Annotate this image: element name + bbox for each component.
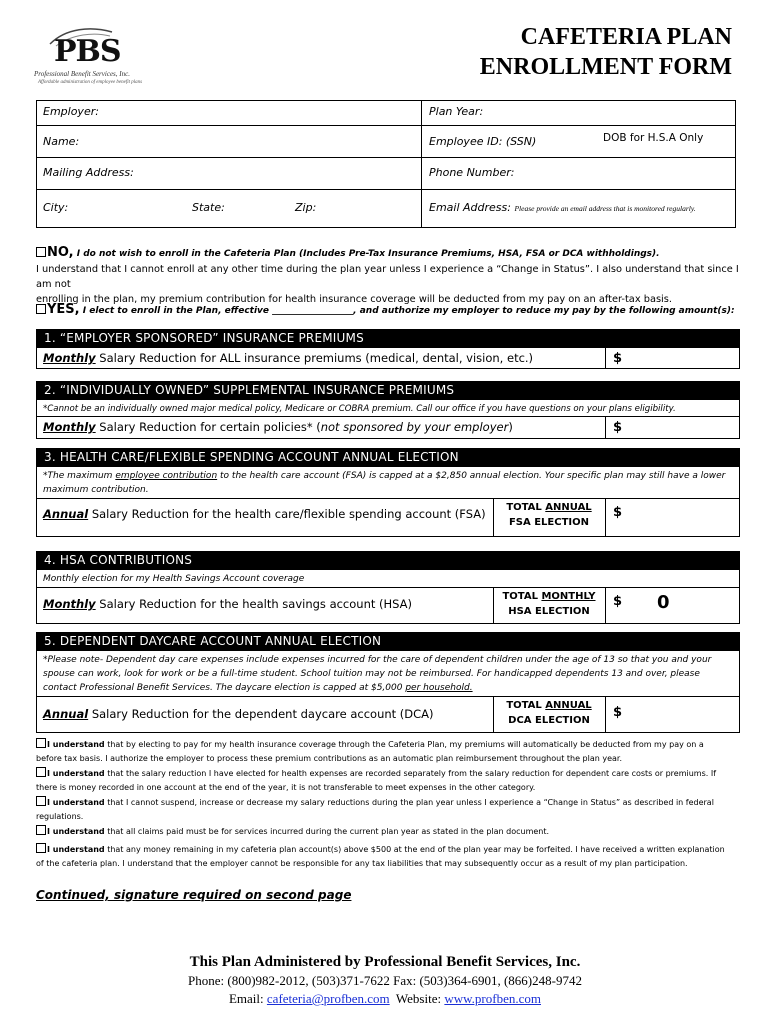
ack-5-text: that any money remaining in my cafeteria plan account(s) above $500 at the end of the plan year may be forfeited. I have received a written explanation (104, 845, 725, 854)
info-row (37, 158, 735, 190)
state-field[interactable]: State: (192, 201, 225, 214)
section-2-description-italic: not sponsored by your employer (320, 420, 509, 434)
email-address-note: Please provide an email address that is monitored regularly. (514, 204, 696, 213)
yes-option-text: I elect to enroll in the Plan, effective __________________, and authorize my employer to reduce my pay by the following amount(s): (79, 306, 735, 316)
section-4-total-u: MONTHLY (541, 591, 596, 602)
section-5-total-a: TOTAL (506, 700, 546, 711)
no-option-para-line: enrolling in the plan, my premium contribution for health insurance coverage will be deducted from my pay on an after-tax basis. (36, 294, 672, 305)
footer-phone-fax: Phone: (800)982-2012, (503)371-7622 Fax: (503)364-6901, (866)248-9742 (188, 973, 582, 988)
email-address-label: Email Address: (429, 201, 511, 214)
section-1-line (43, 351, 533, 365)
section-3-header: 3. HEALTH CARE/FLEXIBLE SPENDING ACCOUNT ANNUAL ELECTION (36, 448, 740, 467)
section-3-note-underlined: employee contribution (115, 471, 218, 481)
section-5-note-line: *Please note- Dependent day care expenses include expenses incurred for the care of dependent children under the age of 13 so that you and your (43, 655, 712, 665)
section-5-description: Salary Reduction for the dependent daycare account (DCA) (88, 707, 434, 721)
section-3-line (43, 507, 486, 521)
logo-tagline: Affordable administration of employee benefit plans (38, 80, 143, 85)
acknowledgement-4[interactable] (36, 825, 740, 839)
section-3-dollar: $ (613, 505, 623, 520)
yes-option-label: YES, (47, 302, 80, 317)
section-5-total-b: DCA ELECTION (508, 715, 590, 726)
section-3-description: Salary Reduction for the health care/flexible spending account (FSA) (88, 507, 486, 521)
section-3-note-b: to the health care account (FSA) is capped at a $2,850 annual election. Your specific plan may still have a lower (217, 471, 726, 481)
section-2-note: *Cannot be an individually owned major medical policy, Medicare or COBRA premium. Call our office if you have questions on your plans eligibility. (43, 404, 676, 414)
dob-field[interactable]: DOB for H.S.A Only (603, 132, 704, 144)
ack-1-bold: I understand (47, 740, 105, 749)
section-4-total-label (493, 589, 605, 619)
employer-field[interactable]: Employer: (43, 105, 99, 118)
acknowledgement-5[interactable] (36, 843, 740, 871)
section-1-box (36, 348, 740, 369)
acknowledgement-2[interactable] (36, 767, 740, 795)
no-option-label: NO, (47, 245, 74, 260)
section-4-line (43, 597, 412, 611)
continued-note: Continued, signature required on second page (36, 888, 352, 902)
form-title-line1: CAFETERIA PLAN (520, 24, 732, 50)
footer-email-label: Email: (228, 991, 267, 1006)
ack-1-checkbox[interactable] (36, 738, 46, 748)
section-1-header: 1. “EMPLOYER SPONSORED” INSURANCE PREMIUMS (36, 329, 740, 348)
section-5-frequency: Annual (43, 707, 89, 721)
section-3-note-c: maximum contribution. (43, 485, 149, 495)
section-5-total-label (493, 698, 605, 728)
ack-2-text: that the salary reduction I have elected for health expenses are recorded separately from the salary reduction for dependent care costs or premiums. If (104, 769, 717, 778)
hsa-amount-value[interactable]: 0 (657, 592, 670, 613)
email-address-field[interactable] (429, 201, 696, 214)
section-2-description-end: ) (508, 420, 513, 434)
footer-administrator: This Plan Administered by Professional Benefit Services, Inc. (189, 954, 581, 970)
section-5-note-underlined: per household. (405, 683, 473, 693)
section-5-note (37, 651, 739, 697)
mailing-address-field[interactable]: Mailing Address: (43, 166, 134, 179)
section-3-frequency: Annual (43, 507, 89, 521)
ack-1-text: that by electing to pay for my health insurance coverage through the Cafeteria Plan, my premiums will automatically be deducted from my pay on a (104, 740, 704, 749)
section-3-box (36, 467, 740, 537)
ack-5-checkbox[interactable] (36, 843, 46, 853)
section-3-amount-cell[interactable] (605, 498, 606, 536)
section-4-total-a: TOTAL (502, 591, 542, 602)
section-5-total-u: ANNUAL (545, 700, 592, 711)
form-title-line2: ENROLLMENT FORM (479, 54, 732, 80)
employee-id-field[interactable]: Employee ID: (SSN) (429, 135, 537, 148)
section-3-total-b: FSA ELECTION (508, 517, 590, 528)
section-4-description: Salary Reduction for the health savings account (HSA) (95, 597, 413, 611)
section-1-dollar: $ (613, 351, 623, 366)
zip-field[interactable]: Zip: (295, 201, 317, 214)
section-4-total-b: HSA ELECTION (508, 606, 590, 617)
city-field[interactable]: City: (43, 201, 69, 214)
footer-email-link[interactable]: cafeteria@profben.com (266, 991, 390, 1006)
ack-2-text-cont: there is money recorded in one account at the end of the year, it is not transferable to meet expenses in the other category. (36, 783, 536, 792)
logo-company-name: Professional Benefit Services, Inc. (34, 70, 130, 78)
section-2-dollar: $ (613, 420, 623, 435)
section-3-divider (37, 498, 739, 499)
section-4-header: 4. HSA CONTRIBUTIONS (36, 551, 740, 570)
company-logo (28, 18, 143, 93)
logo-letters: PBS (54, 34, 121, 69)
footer (0, 952, 770, 1008)
acknowledgement-1[interactable] (36, 738, 740, 766)
ack-4-checkbox[interactable] (36, 825, 46, 835)
ack-2-checkbox[interactable] (36, 767, 46, 777)
section-4-divider (37, 587, 739, 588)
section-5-dollar: $ (613, 705, 623, 720)
section-3-note-a: *The maximum (43, 471, 116, 481)
ack-4-text: that all claims paid must be for services incurred during the current plan year as stated in the plan document. (104, 827, 550, 836)
section-3-total-a: TOTAL (506, 502, 546, 513)
info-column-divider (421, 101, 422, 227)
section-5-amount-cell[interactable] (605, 696, 606, 732)
section-2-header: 2. “INDIVIDUALLY OWNED” SUPPLEMENTAL INSURANCE PREMIUMS (36, 381, 740, 400)
section-2-amount-cell[interactable] (605, 416, 606, 438)
no-option-explanation (36, 262, 746, 307)
section-5-note-line: contact Professional Benefit Services. The daycare election is capped at $5,000 (43, 683, 406, 693)
ack-3-text: that I cannot suspend, increase or decrease my salary reductions during the plan year unless I experience a “Change in Status” as described in federal (104, 798, 714, 807)
section-1-description: Salary Reduction for ALL insurance premiums (medical, dental, vision, etc.) (95, 351, 534, 365)
footer-website-link[interactable]: www.profben.com (444, 991, 541, 1006)
yes-checkbox[interactable] (36, 304, 46, 314)
section-2-description: Salary Reduction for certain policies* ( (95, 420, 321, 434)
section-3-note (37, 467, 739, 499)
section-4-note: Monthly election for my Health Savings Account coverage (43, 574, 305, 584)
section-5-header: 5. DEPENDENT DAYCARE ACCOUNT ANNUAL ELECTION (36, 632, 740, 651)
section-2-divider (37, 416, 739, 417)
name-field[interactable]: Name: (43, 135, 80, 148)
no-option[interactable] (36, 245, 660, 260)
section-2-frequency: Monthly (43, 420, 96, 434)
employee-info-table (36, 100, 736, 228)
ack-5-bold: I understand (47, 845, 105, 854)
section-2-line (43, 420, 513, 434)
section-4-dollar: $ (613, 594, 623, 609)
no-option-para-line: I understand that I cannot enroll at any other time during the plan year unless I experience a “Change in Status”. I also understand that since I am not (36, 264, 739, 290)
acknowledgement-3[interactable] (36, 796, 740, 824)
section-3-total-u: ANNUAL (545, 502, 592, 513)
section-5-divider (37, 696, 739, 697)
ack-1-text-cont: before tax basis. I authorize the employer to process these premium contributions as an automatic plan reimbursement throughout the plan year. (36, 754, 623, 763)
section-5-line (43, 707, 434, 721)
ack-3-bold: I understand (47, 798, 105, 807)
plan-year-field[interactable]: Plan Year: (429, 105, 484, 118)
ack-2-bold: I understand (47, 769, 105, 778)
section-5-note-line: spouse can work, look for work or be a full-time student. School tuition may not be reimbursed. For handicapped dependents 13 and over, please (43, 669, 700, 679)
ack-5-text-cont: of the cafeteria plan. I understand that the employer cannot be responsible for any tax liabilities that may subsequently occur as a result of my plan participation. (36, 859, 688, 868)
no-option-text: I do not wish to enroll in the Cafeteria Plan (Includes Pre-Tax Insurance Premiums, HSA, FSA or DCA withholdings). (73, 249, 660, 259)
section-4-box (36, 570, 740, 624)
section-2-box (36, 400, 740, 439)
ack-3-text-cont: regulations. (36, 812, 84, 821)
section-4-amount-cell[interactable] (605, 587, 606, 623)
info-row (37, 101, 735, 126)
section-4-frequency: Monthly (43, 597, 96, 611)
no-checkbox[interactable] (36, 247, 46, 257)
section-5-box (36, 651, 740, 733)
ack-3-checkbox[interactable] (36, 796, 46, 806)
footer-website-label: Website: (389, 991, 445, 1006)
yes-option[interactable] (36, 302, 735, 317)
form-title (480, 22, 732, 82)
section-1-amount-cell[interactable] (605, 348, 606, 368)
phone-number-field[interactable]: Phone Number: (429, 166, 515, 179)
section-3-total-label (493, 500, 605, 530)
footer-contact (0, 990, 770, 1008)
section-1-frequency: Monthly (43, 351, 96, 365)
ack-4-bold: I understand (47, 827, 105, 836)
